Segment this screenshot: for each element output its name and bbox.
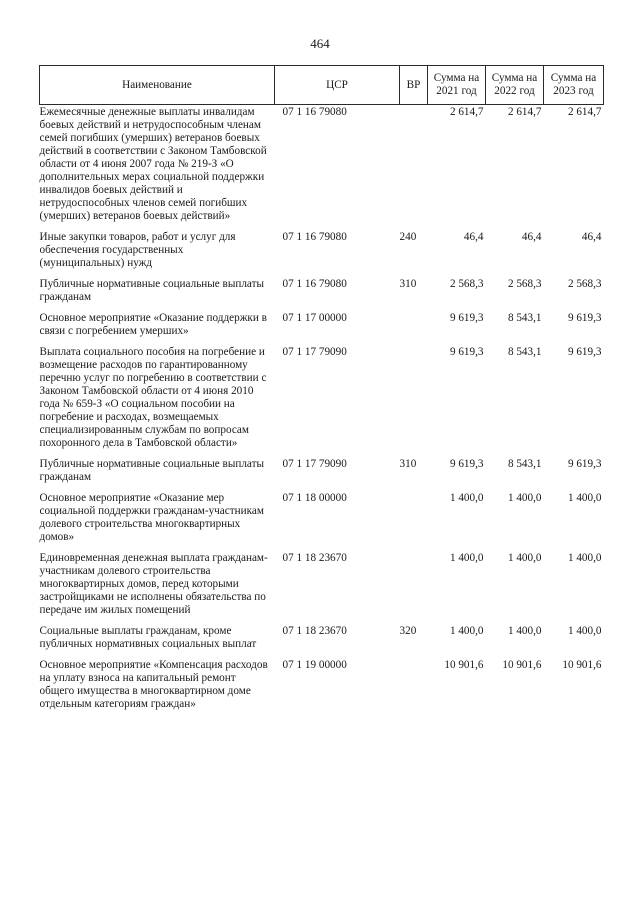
row-sum-2022: 46,4 [521, 231, 542, 243]
row-sum-2023: 1 400,0 [567, 552, 602, 564]
row-sum-2021: 2 568,3 [449, 278, 484, 290]
row-sum-2023: 2 568,3 [567, 278, 602, 290]
table-body [40, 105, 604, 720]
header-sum-2021: Сумма на 2021 год [428, 66, 486, 105]
row-csr: 07 1 16 79080 [282, 106, 347, 118]
row-vr [400, 552, 428, 625]
row-sum-2023: 1 400,0 [567, 492, 602, 504]
row-sum-2022: 10 901,6 [502, 659, 542, 671]
row-csr: 07 1 16 79080 [282, 231, 347, 243]
table-row [40, 312, 604, 346]
row-sum-2021: 9 619,3 [449, 458, 484, 470]
row-name: Основное мероприятие «Оказание мер социальной поддержки гражданам-участникам долевого строительства многоквартирных домов» [39, 492, 264, 543]
row-sum-2022: 2 614,7 [507, 106, 542, 118]
row-name: Единовременная денежная выплата гражданам-участникам долевого строительства многоквартирных домов, перед которыми застройщиками не исполнены обязательства по передаче им жилых помещений [39, 552, 268, 616]
row-name: Иные закупки товаров, работ и услуг для обеспечения государственных (муниципальных) нужд [39, 231, 236, 269]
row-sum-2021: 1 400,0 [449, 492, 484, 504]
row-sum-2022: 8 543,1 [507, 346, 542, 358]
row-sum-2022: 1 400,0 [507, 492, 542, 504]
row-sum-2023: 46,4 [581, 231, 602, 243]
row-vr [400, 105, 428, 232]
row-name: Выплата социального пособия на погребение и возмещение расходов по гарантированному перечню услуг по погребению в соответствии с Законом Тамбовской области от 4 июня 2010 года № 659-З «О социальном пособии на погребение и расходах, возмещаемых специализированным службам по вопросам похоронного дела в Тамбовской области» [39, 346, 267, 449]
row-vr: 310 [399, 278, 417, 290]
row-vr: 240 [399, 231, 417, 243]
row-vr: 310 [399, 458, 417, 470]
row-csr: 07 1 16 79080 [282, 278, 347, 290]
row-vr [400, 492, 428, 552]
table-row [40, 105, 604, 232]
table-row [40, 659, 604, 719]
row-sum-2021: 9 619,3 [449, 312, 484, 324]
header-name: Наименование [40, 66, 275, 105]
row-csr: 07 1 17 79090 [282, 346, 347, 358]
row-sum-2022: 1 400,0 [507, 552, 542, 564]
table-row [40, 231, 604, 278]
row-sum-2021: 2 614,7 [449, 106, 484, 118]
header-sum-2023: Сумма на 2023 год [544, 66, 604, 105]
row-sum-2023: 9 619,3 [567, 346, 602, 358]
row-name: Социальные выплаты гражданам, кроме публичных нормативных социальных выплат [39, 625, 257, 650]
row-csr: 07 1 18 23670 [282, 625, 347, 637]
row-name: Основное мероприятие «Оказание поддержки в связи с погребением умерших» [39, 312, 267, 337]
table-row [40, 458, 604, 492]
budget-table [39, 65, 604, 719]
header-csr: ЦСР [275, 66, 400, 105]
row-sum-2023: 9 619,3 [567, 458, 602, 470]
row-sum-2023: 10 901,6 [562, 659, 602, 671]
row-csr: 07 1 18 23670 [282, 552, 347, 564]
page-number: 464 [310, 36, 330, 51]
header-sum-2022: Сумма на 2022 год [486, 66, 544, 105]
row-sum-2023: 9 619,3 [567, 312, 602, 324]
row-csr: 07 1 17 79090 [282, 458, 347, 470]
row-csr: 07 1 19 00000 [282, 659, 347, 671]
row-sum-2021: 9 619,3 [449, 346, 484, 358]
table-row [40, 346, 604, 458]
row-csr: 07 1 17 00000 [282, 312, 347, 324]
row-vr [400, 312, 428, 346]
row-vr [400, 659, 428, 719]
row-sum-2023: 1 400,0 [567, 625, 602, 637]
row-sum-2022: 8 543,1 [507, 458, 542, 470]
row-sum-2023: 2 614,7 [567, 106, 602, 118]
row-csr: 07 1 18 00000 [282, 492, 347, 504]
header-vr: ВР [400, 66, 428, 105]
row-sum-2022: 8 543,1 [507, 312, 542, 324]
row-sum-2021: 10 901,6 [444, 659, 484, 671]
table-row [40, 278, 604, 312]
row-name: Основное мероприятие «Компенсация расходов на уплату взноса на капитальный ремонт общего имущества в многоквартирном доме отдельным категориям граждан» [39, 659, 268, 710]
table-row [40, 625, 604, 659]
row-name: Публичные нормативные социальные выплаты гражданам [39, 458, 265, 483]
table-row [40, 552, 604, 625]
row-sum-2021: 1 400,0 [449, 552, 484, 564]
row-name: Ежемесячные денежные выплаты инвалидам боевых действий и нетрудоспособным членам семей погибших (умерших) ветеранов боевых действий в соответствии с Законом Тамбовской области от 4 июня 2007 года № 219-З «О дополнительных мерах социальной поддержки инвалидов боевых действий и нетрудоспособных членов семей погибших (умерших) ветеранов боевых действий» [39, 106, 267, 222]
table-row [40, 492, 604, 552]
row-sum-2021: 46,4 [463, 231, 484, 243]
row-vr [400, 346, 428, 458]
table-header [40, 66, 604, 105]
row-name: Публичные нормативные социальные выплаты гражданам [39, 278, 265, 303]
row-sum-2022: 1 400,0 [507, 625, 542, 637]
row-vr: 320 [399, 625, 417, 637]
row-sum-2022: 2 568,3 [507, 278, 542, 290]
row-sum-2021: 1 400,0 [449, 625, 484, 637]
